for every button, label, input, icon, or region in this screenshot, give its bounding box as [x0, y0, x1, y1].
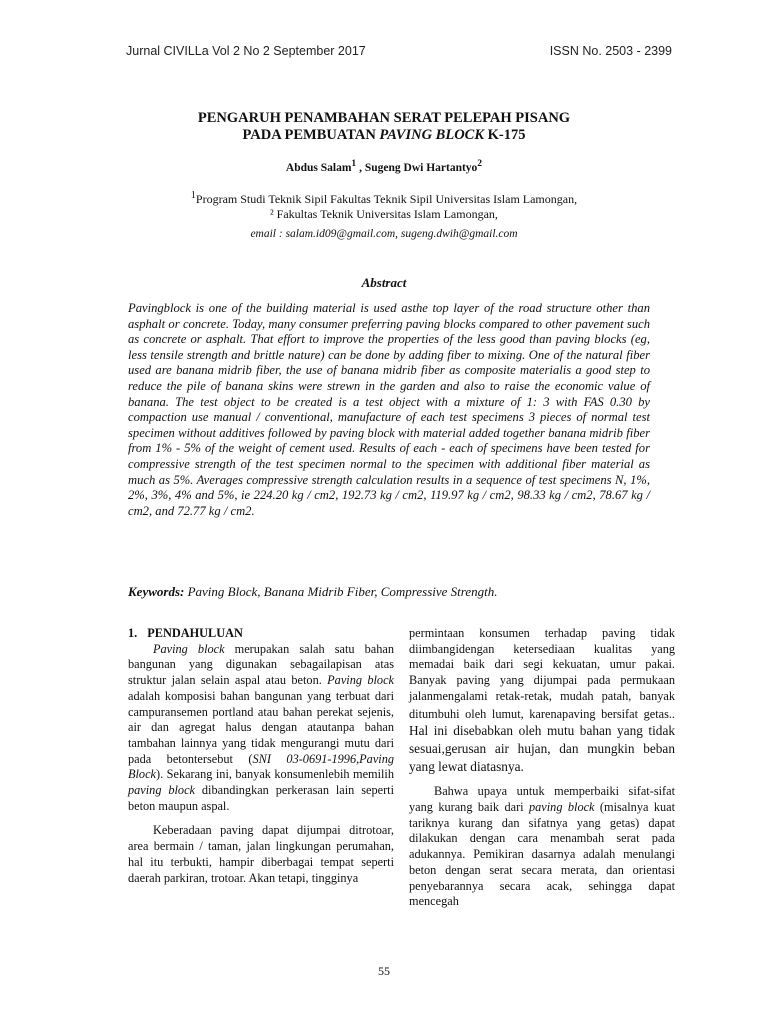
left-column: [128, 626, 394, 886]
affiliation-1: $^1$Program Studi Teknik Sipil Fakultas Teknik Sipil Universitas Islam Lamongan,: [190, 190, 578, 206]
right-column: [409, 626, 675, 910]
paragraph: Bahwa upaya untuk memperbaiki sifat-sifat yang kurang baik dari paving block (misalnya kuat tariknya kurang dan sifatnya yang getas) dapat dilakukan dengan cara menambah serat pada adukannya. Pemikiran dasarnya adalah menulangi beton dengan serat secara merata, dan orientasi penyebarannya secara acak, sehingga dapat mencegah: [409, 784, 676, 909]
page-number: 55: [378, 964, 390, 978]
author-2: Sugeng Dwi Hartantyo: [364, 161, 478, 174]
author-emails: email : salam.id09@gmail.com, sugeng.dwih@gmail.com: [250, 228, 518, 240]
journal-name: Jurnal CIVILLa Vol 2 No 2 September 2017: [126, 44, 366, 58]
title-line-1: PENGARUH PENAMBAHAN SERAT PELEPAH PISANG: [197, 110, 571, 126]
author-list: Abdus Salam$^1$ , Sugeng Dwi Hartantyo$^2$: [285, 158, 483, 174]
paper-title: [0, 110, 768, 144]
paragraph: Paving block merupakan salah satu bahan bangunan yang digunakan sebagailapisan atas struktur jalan selain aspal atau beton. Paving block adalah komposisi bahan bangunan yang terbuat dari campuransemen portland atau bahan perekat sejenis, air dan agregat halus dengan atautanpa bahan tambahan lainnya yang tidak mengurangi mutu dari pada betontersebut (SNI 03-0691-1996,Paving Block). Sekarang ini, banyak konsumenlebih memilih paving block dibandingkan perkerasan lain seperti beton maupun aspal.: [128, 641, 395, 813]
author-1: Abdus Salam: [285, 161, 352, 174]
running-header: [126, 44, 672, 58]
section-heading: 1. PENDAHULUAN: [128, 626, 243, 640]
affiliations: [0, 188, 768, 222]
paragraph: Keberadaan paving dapat dijumpai ditrotoar, area bermain / taman, jalan lingkungan perumahan, hal itu terbukti, hampir diberbagai tempat seperti daerah parkiran, trotoar. Akan tetapi, tingginya: [128, 823, 394, 885]
issn: ISSN No. 2503 - 2399: [549, 44, 672, 58]
paragraph: permintaan konsumen terhadap paving tidak diimbangidengan ketersediaan kualitas yang memadai baik dari segi kekuatan, umur pakai. Banyak paving yang dijumpai pada permukaan jalanmengalami retak-retak, mudah patah, banyak ditumbuhi oleh lumut, karenapaving bersifat getas.. Hal ini disebabkan oleh mutu bahan yang tidak sesuai,gerusan air hujan, dan mungkin beban yang lewat diatasnya.: [409, 626, 675, 774]
affiliation-2: ² Fakultas Teknik Universitas Islam Lamongan,: [270, 207, 498, 221]
keywords: Keywords: Paving Block, Banana Midrib Fiber, Compressive Strength.: [128, 584, 498, 599]
title-line-2: PADA PEMBUATAN PAVING BLOCK K-175: [242, 127, 526, 143]
abstract-heading: Abstract: [361, 275, 407, 290]
abstract-body: Pavingblock is one of the building material is used asthe top layer of the road structure other than asphalt or concrete. Today, many consumer preferring paving blocks compared to other pavement such as concrete or asphalt. That effort to improve the properties of the less good than paving blocks (eg, less tensile strength and brittle nature) can be done by adding fiber to mixing. One of the natural fiber used are banana midrib fiber, the use of banana midrib fiber as composite materialis a good step to reduce the pile of banana skins were strewn in the garden and also to raise the economic value of banana. The test object to be created is a test object with a mixture of 1: 3 with FAS 0.30 by compaction use manual / conventional, manufacture of each test specimens 3 pieces of normal test specimen without additives followed by paving block with material added together banana midrib fiber from 1% - 5% of the weight of cement used. Results of each - each of specimens have been tested for compressive strength of the test specimen normal to the specimen with additional fiber material as much as 5%. Averages compressive strength calculation results in a sequence of test specimens N, 1%, 2%, 3%, 4% and 5%, ie 224.20 kg / cm2, 192.73 kg / cm2, 119.97 kg / cm2, 98.33 kg / cm2, 78.67 kg / cm2, and 72.77 kg / cm2.: [128, 301, 650, 518]
